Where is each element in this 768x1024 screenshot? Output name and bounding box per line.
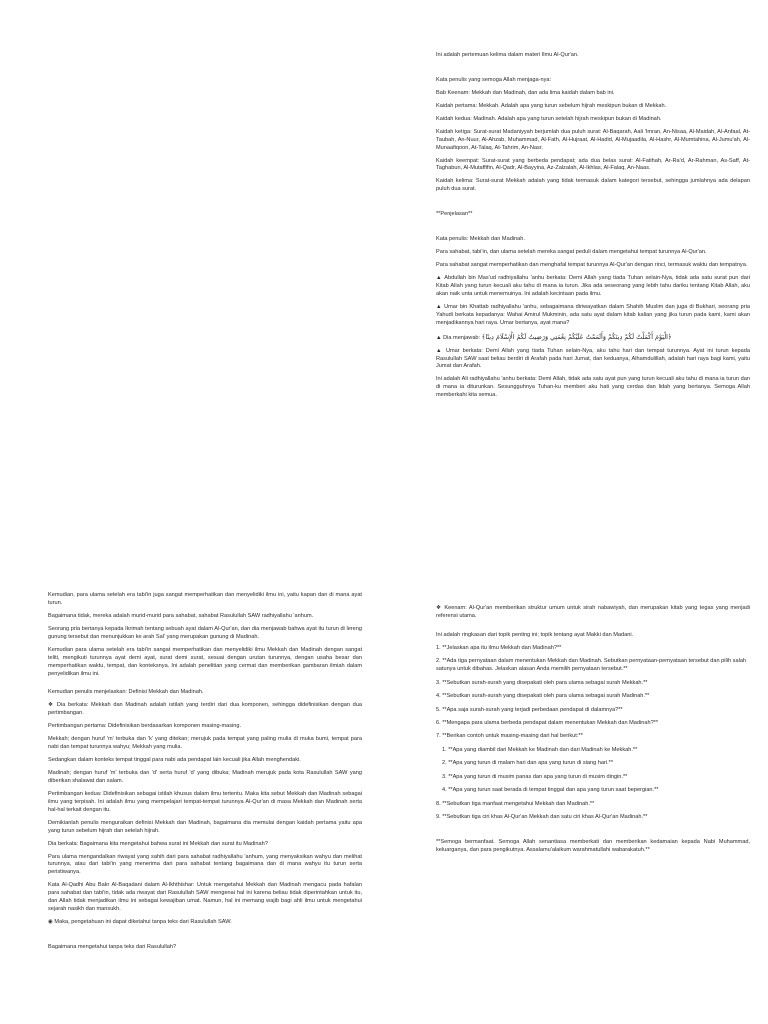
bottom-right-column bbox=[436, 605, 750, 860]
answer-label: ▲ Dia menjawab: bbox=[436, 334, 481, 341]
list-item: 3. **Apa yang turun di musim panas dan apa yang turun di musim dingin.** bbox=[442, 773, 628, 780]
rule-4: Kaidah keempat: Surat-surat yang berbeda pendapat; ada dua belas surat: Al-Fatihah, Ar-Ra'd, Ar-Rahman, As-Saff, At-Taghabun, Al-Mutaffifin, Al-Qadr, Al-Bayyina, Az-Zalzalah, Al-Ikhlas, Al-Falaq, An-Naas. bbox=[436, 157, 750, 172]
umar-narration-2: ▲ Umar berkata: Demi Allah yang tiada Tuhan selain-Nya, aku tahu hari dan tempat turunnya. Ayat ini turun kepada Rasulullah SAW saat beliau berdiri di Arafah pada hari Jumat, dan keduanya, Alhamdulillah, adalah hari raya bagi kami, yaitu Jumat dan Arafah. bbox=[436, 347, 750, 370]
list-item: 1. **Apa yang diambil dari Mekkah ke Madinah dan dari Madinah ke Mekkah.** bbox=[442, 746, 638, 753]
chapter-title: Bab Keenam: Mekkah dan Madinah, dan ada lima kaidah dalam bab ini. bbox=[436, 89, 615, 96]
list-item: 2. **Ada tiga pernyataan dalam menentukan Mekkah dan Madinah. Sebutkan pernyataan-pernyataan tersebut dan pilih salah satunya untuk dibahas. Jelaskan alasan Anda memilih pernyataan tersebut.** bbox=[436, 658, 747, 673]
para-3: Seorang pria bertanya kepada Ikrimah tentang sebuah ayat dalam Al-Qur'an, dan dia menjawab bahwa ayat itu turun di lereng gunung tersebut dan menunjukkan ke arah Sal' yang merupakan gunung di Madinah. bbox=[48, 625, 362, 640]
question-list bbox=[436, 645, 750, 742]
umar-narration-1: ▲ Umar bin Khattab radhiyallahu 'anhu, sebagaimana diriwayatkan dalam Shahih Muslim dan juga di Bukhari, seorang pria Yahudi berkata kepadanya: Wahai Amirul Mukminin, ada satu ayat dalam kitab kalian yang jika turun pada kami, kami akan menjadikannya hari raya. Umar bertanya, ayat mana? bbox=[436, 303, 750, 326]
para-15: Kata Al-Qadhi Abu Bakr Al-Baqadani dalam Al-Ikhthishar: Untuk mengetahui Mekkah dan Madinah mengacu pada hafalan para sahabat dan tabi'in, tidak ada riwayat dari Rasulullah SAW mengenai hal ini karena beliau tidak diperintahkan untuk itu, dan Allah tidak menjadikan ilmu ini sebagai kewajiban umat. Namun, hal ini memang wajib bagi ahli ilmu untuk mengetahui sejarah nasikh dan mansukh. bbox=[48, 882, 362, 913]
ali-narration: Ini adalah Ali radhiyallahu 'anhu berkata: Demi Allah, tidak ada satu ayat pun yang turun kecuali aku tahu di mana ia turun dan di mana ia diturunkan. Sesungguhnya Tuhan-ku memberi aku hati yang cerdas dan lidah yang bertanya. Semoga Allah memberkahi kita semua. bbox=[436, 376, 750, 399]
para-4: Kemudian para ulama setelah era tabi'in sangat memperhatikan dan menyelidiki ilmu Mekkah dan Madinah dengan sangat teliti, mengikuti turunnya ayat demi ayat, surat demi surat, sesuai dengan urutan turunnya, dengan usaha besar dan memperhatikan waktu, tempat, dan konteksnya. Ini adalah penelitian yang cermat dan memberikan gambaran ilmiah dalam penyelidikan ilmu ini. bbox=[48, 646, 362, 677]
para-13: Dia berkata: Bagaimana kita mengetahui bahwa surat ini Mekkah dan surat itu Madinah? bbox=[48, 840, 268, 847]
intro-line: Ini adalah pertemuan kelima dalam materi Ilmu Al-Qur'an. bbox=[436, 52, 579, 58]
companions-para-2: Para sahabat sangat memperhatikan dan menghafal tempat turunnya Al-Qur'an dengan rinci, termasuk waktu dan tempatnya. bbox=[436, 262, 748, 269]
bottom-left-column bbox=[48, 592, 362, 957]
closing-prayer: **Semoga bermanfaat. Semoga Allah senantiasa memberkati dan memberikan kedamaian kepada Nabi Muhammad, keluarganya, dan para pengikutnya. Assalamu'alaikum warahmatullahi wabarakatuh.** bbox=[436, 839, 750, 854]
para-1: Kemudian, para ulama setelah era tabi'in juga sangat memperhatikan dan menyelidiki ilmu ini, yaitu kapan dan di mana ayat turun. bbox=[48, 592, 362, 606]
rule-3: Kaidah ketiga: Surat-surat Madaniyyah berjumlah dua puluh surat: Al-Baqarah, Aali 'Imran, An-Nisaa, Al-Maidah, Al-Anfaal, At-Taubah, An-Nuur, Al-Ahzab, Muhammad, Al-Fath, Al-Hujraat, Al-Hadid, Al-Mujaadila, Al-Hashr, Al-Mumtahina, Al-Jumu'ah, Al-Munaafiqoon, At-Talaq, At-Tahrim, An-Nasr. bbox=[436, 128, 750, 151]
para-10: Madinah; dengan huruf 'm' terbuka dan 'd' serta huruf 'd' yang dibuka; Madinah merujuk pada kota Rasulullah SAW yang diberikan shalawat dan salam. bbox=[48, 770, 362, 784]
list-item: 4. **Sebutkan surah-surah yang disepakati oleh para ulama sebagai surah Madinah.** bbox=[436, 693, 650, 700]
author-says: Kata penulis: Mekkah dan Madinah. bbox=[436, 236, 525, 243]
list-item: 8. **Sebutkan tiga manfaat mengetahui Mekkah dan Madinah.** bbox=[436, 800, 595, 807]
author-prayer: Kata penulis yang semoga Allah menjaga-nya: bbox=[436, 76, 552, 83]
summary-line: Ini adalah ringkasan dari topik penting ini; topik tentang ayat Makki dan Madani. bbox=[436, 631, 634, 638]
para-8: Mekkah; dengan huruf 'm' terbuka dan 'k' yang ditekan; merujuk pada tempat yang paling mulia di muka bumi, tempat para nabi dan tempat turunnya wahyu; Mekkah yang mulia. bbox=[48, 736, 362, 751]
answer-line bbox=[436, 333, 750, 343]
para-9: Sedangkan dalam konteks tempat tinggal para nabi ada pendapat lain kecuali jika Allah menghendaki. bbox=[48, 757, 301, 764]
answer-arabic: ﴿الْيَوْمَ أَكْمَلْتُ لَكُمْ دِينَكُمْ وَأَتْمَمْتُ عَلَيْكُمْ نِعْمَتِي وَرَضِيتُ لَكُمُ الْإِسْلَامَ دِينًا﴾ bbox=[481, 332, 672, 341]
explanation-heading: **Penjelasan** bbox=[436, 211, 473, 218]
list-item: 5. **Apa saja surah-surah yang terjadi perbedaan pendapat di dalamnya?** bbox=[436, 706, 623, 713]
rule-1: Kaidah pertama: Mekkah. Adalah apa yang turun sebelum hijrah meskipun bukan di Mekkah. bbox=[436, 102, 667, 109]
top-right-column bbox=[436, 52, 750, 405]
rule-2: Kaidah kedua: Madinah. Adalah apa yang turun setelah hijrah meskipun bukan di Madinah. bbox=[436, 115, 662, 122]
question-list-continued bbox=[436, 801, 750, 822]
list-item: 7. **Berikan contoh untuk masing-masing dari hal berikut:** bbox=[436, 733, 583, 740]
list-item: 1. **Jelaskan apa itu ilmu Mekkah dan Madinah?** bbox=[436, 644, 562, 651]
para-16: ◉ Maka, pengetahuan ini dapat diketahui tanpa teks dari Rasulullah SAW. bbox=[48, 919, 232, 926]
para-17: Bagaimana mengetahui tanpa teks dari Rasulullah? bbox=[48, 944, 177, 950]
list-item: 3. **Sebutkan surah-surah yang disepakati oleh para ulama sebagai surah Mekkah.** bbox=[436, 679, 648, 686]
sub-question-list bbox=[436, 747, 750, 795]
list-item: 9. **Sebutkan tiga ciri khas Al-Qur'an Mekkah dan satu ciri khas Al-Qur'an Madinah.** bbox=[436, 814, 648, 820]
sixth-point: ❖ Keenam: Al-Qur'an memberikan struktur umum untuk sirah nabawiyah, dan merupakan kitab yang tegas yang menjadi referensi utama. bbox=[436, 605, 750, 619]
list-item: 6. **Mengapa para ulama berbeda pendapat dalam menentukan Mekkah dan Madinah?** bbox=[436, 719, 659, 726]
rule-5: Kaidah kelima: Surat-surat Mekkah adalah yang tidak termasuk dalam kategori tersebut, sehingga jumlahnya ada delapan puluh dua surat. bbox=[436, 178, 750, 193]
para-7: Pertimbangan pertama: Didefinisikan berdasarkan komponen masing-masing. bbox=[48, 723, 242, 730]
para-12: Demikianlah penulis menguraikan definisi Mekkah dan Madinah, bagaimana dia memulai dengan kaidah pertama yaitu apa yang turun sebelum hijrah dan setelah hijrah. bbox=[48, 819, 362, 834]
list-item: 4. **Apa yang turun saat berada di tempat tinggal dan apa yang turun saat bepergian.** bbox=[442, 787, 659, 794]
companions-para: Para sahabat, tabi'in, dan ulama setelah mereka sangat peduli dalam mengetahui tempat turunnya Al-Qur'an. bbox=[436, 249, 707, 256]
list-item: 2. **Apa yang turun di malam hari dan apa yang turun di siang hari.** bbox=[442, 760, 614, 767]
para-6: ❖ Dia berkata: Mekkah dan Madinah adalah istilah yang terdiri dari dua komponen, sehingga didefinisikan dengan dua pertimbangan. bbox=[48, 702, 362, 717]
para-2: Bagaimana tidak, mereka adalah murid-murid para sahabat, sahabat Rasulullah SAW radhiyallahu 'anhum. bbox=[48, 612, 314, 619]
para-11: Pertimbangan kedua: Didefinisikan sebagai istilah khusus dalam ilmu tertentu. Maka kita sebut Mekkah dan Madinah sebagai ilmu yang terpisah. Ini adalah ilmu yang mempelajari tempat-tempat turunnya Al-Qur'an di masa Mekkah dan Madinah serta hal-hal terkait dengan itu. bbox=[48, 790, 362, 813]
para-14: Para ulama mengandalkan riwayat yang sahih dari para sahabat radhiyallahu 'anhum, yang menyaksikan wahyu dan melihat turunnya, atau dari tabi'in yang menerima dari para sahabat tentang bagaimana dan di mana wahyu itu turun serta peristiwanya. bbox=[48, 853, 362, 876]
para-5: Kemudian penulis menjelaskan: Definisi Mekkah dan Madinah. bbox=[48, 689, 204, 696]
abdullah-narration: ▲ Abdullah bin Mas'ud radhiyallahu 'anhu berkata: Demi Allah yang tiada Tuhan selain-Nya, tidak ada satu surat pun dari Kitab Allah yang turun kecuali aku tahu di mana ia turun. Jika ada seseorang yang lebih tahu dariku tentang Kitab Allah, aku akan naik unta untuk menemuinya. Ini adalah kecintaan pada ilmu. bbox=[436, 275, 750, 297]
